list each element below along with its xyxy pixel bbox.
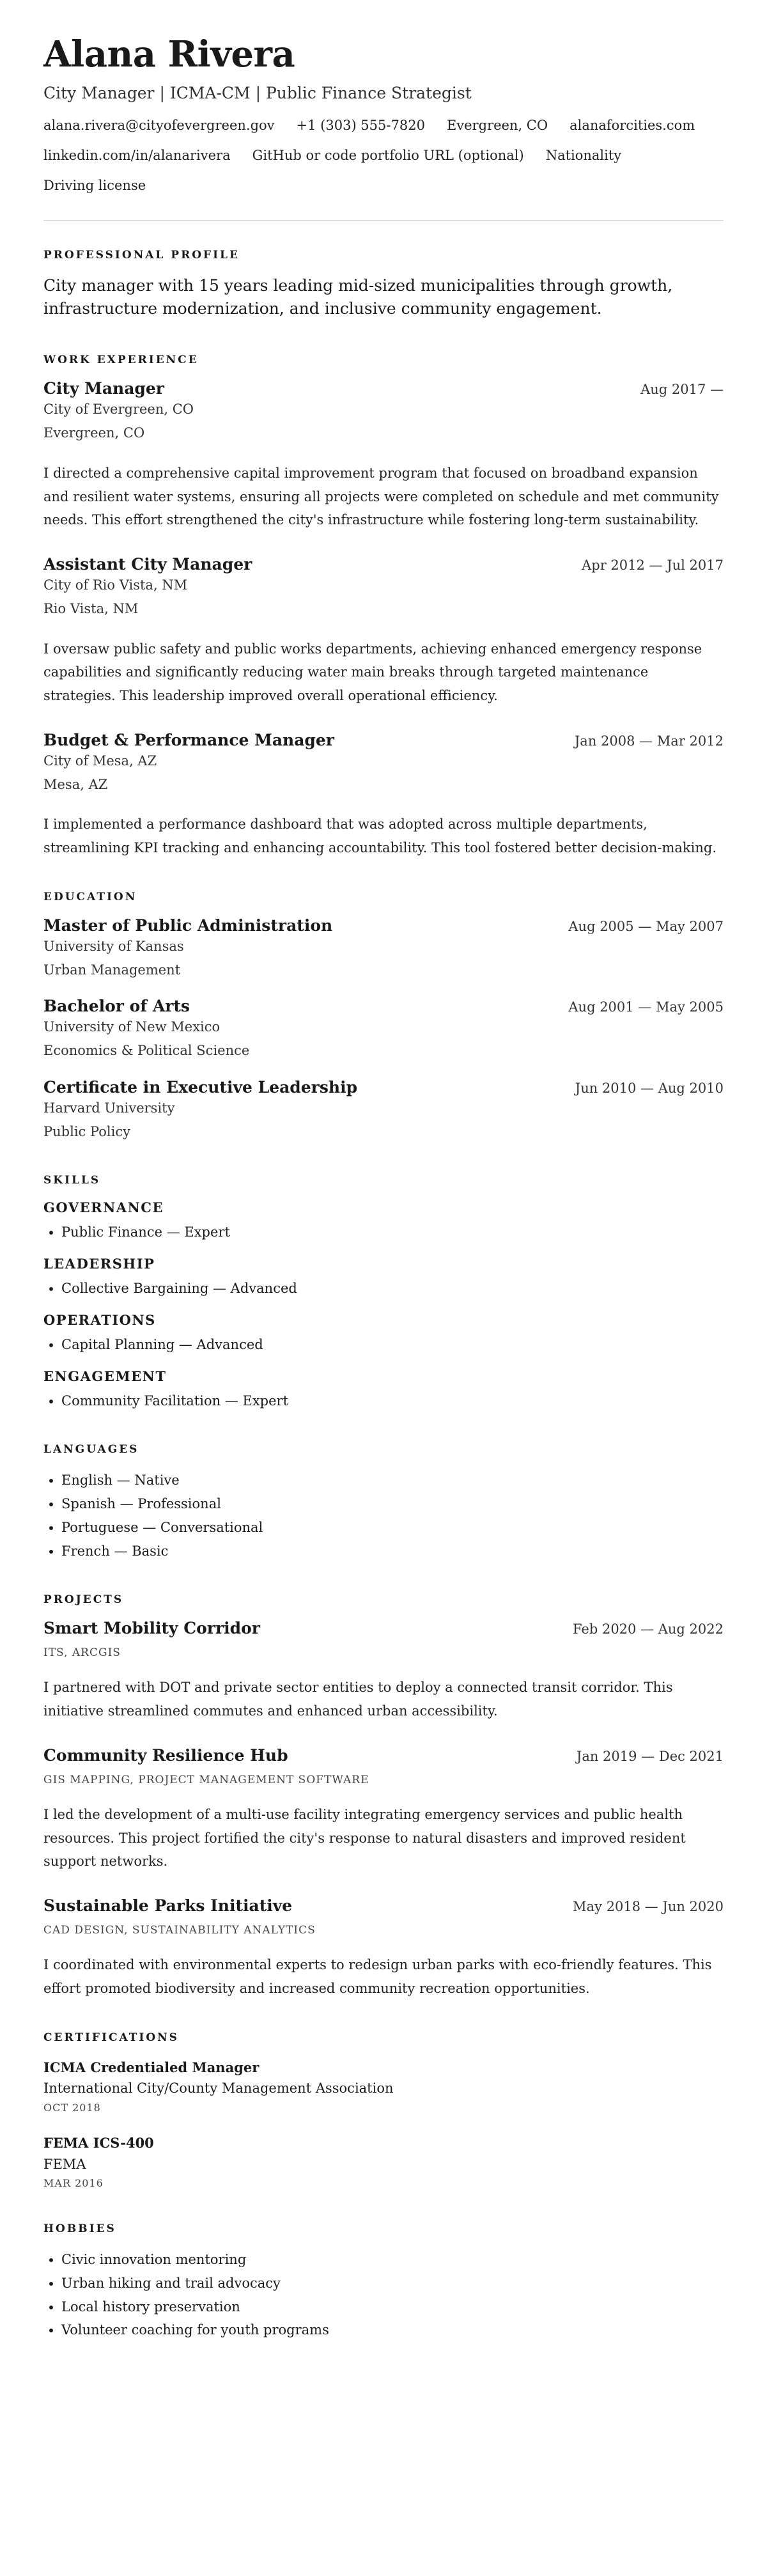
job-entry <box>43 731 724 860</box>
certification-name: ICMA Credentialed Manager <box>43 2059 260 2075</box>
contact-location: Evergreen, CO <box>446 117 548 133</box>
section-title-skills: SKILLS <box>43 1174 101 1187</box>
hobby-item: • Volunteer coaching for youth programs <box>61 2318 724 2342</box>
job-org: City of Evergreen, CO <box>43 402 194 418</box>
field-of-study: Economics & Political Science <box>43 1043 250 1059</box>
skill-category: GOVERNANCE <box>43 1199 164 1216</box>
projects-section <box>43 1593 724 2000</box>
language-item: • French — Basic <box>61 1540 724 1563</box>
project-description: I partnered with DOT and private sector entities to deploy a connected transit corridor. This initiative streamlined commutes and enhanced urban accessibility. <box>43 1680 673 1719</box>
contact-email[interactable]: alana.rivera@cityofevergreen.gov <box>43 117 275 133</box>
job-dates: Aug 2017 — <box>640 382 724 398</box>
job-description: I oversaw public safety and public works departments, achieving enhanced emergency response capabilities and significantly reducing water main breaks through targeted maintenance strategies. This leadership improved overall operational efficiency. <box>43 641 702 704</box>
hobby-item: • Urban hiking and trail advocacy <box>61 2272 724 2295</box>
section-title-profile: PROFESSIONAL PROFILE <box>43 248 240 262</box>
language-list <box>43 1469 724 1563</box>
project-dates: Jan 2019 — Dec 2021 <box>576 1748 724 1764</box>
certification-entry <box>43 2057 724 2116</box>
contact-portfolio[interactable]: GitHub or code portfolio URL (optional) <box>252 147 524 163</box>
skill-item: • Collective Bargaining — Advanced <box>61 1277 724 1300</box>
skill-category: OPERATIONS <box>43 1311 156 1328</box>
certification-issuer: FEMA <box>43 2156 86 2172</box>
certification-entry <box>43 2132 724 2192</box>
education-dates: Aug 2001 — May 2005 <box>568 999 724 1015</box>
education-entry <box>43 916 724 982</box>
candidate-headline: City Manager | ICMA-CM | Public Finance Strategist <box>43 83 472 102</box>
skill-item: • Public Finance — Expert <box>61 1221 724 1244</box>
job-org: City of Rio Vista, NM <box>43 577 188 593</box>
skill-category: LEADERSHIP <box>43 1256 155 1272</box>
contact-info <box>43 116 724 207</box>
language-item: • English — Native <box>61 1469 724 1492</box>
school: University of New Mexico <box>43 1019 221 1035</box>
job-location: Mesa, AZ <box>43 776 108 792</box>
education-dates: Jun 2010 — Aug 2010 <box>575 1080 724 1096</box>
profile-section <box>43 249 724 321</box>
degree: Bachelor of Arts <box>43 997 190 1016</box>
hobby-item: • Local history preservation <box>61 2295 724 2319</box>
contact-nationality: Nationality <box>545 147 622 163</box>
hobby-list <box>43 2248 724 2342</box>
education-entry <box>43 997 724 1063</box>
skill-item: • Capital Planning — Advanced <box>61 1333 724 1357</box>
job-dates: Jan 2008 — Mar 2012 <box>574 733 724 749</box>
project-dates: Feb 2020 — Aug 2022 <box>572 1621 724 1637</box>
project-name: Sustainable Parks Initiative <box>43 1896 293 1916</box>
project-name: Community Resilience Hub <box>43 1745 288 1765</box>
section-title-languages: LANGUAGES <box>43 1443 139 1456</box>
header-divider <box>43 220 724 221</box>
section-title-projects: PROJECTS <box>43 1593 124 1607</box>
job-dates: Apr 2012 — Jul 2017 <box>582 558 724 574</box>
degree: Certificate in Executive Leadership <box>43 1077 358 1097</box>
job-entry <box>43 555 724 708</box>
section-title-education: EDUCATION <box>43 890 137 903</box>
project-description: I led the development of a multi-use facility integrating emergency services and public health resources. This project fortified the city's response to natural disasters and improved resident support networks. <box>43 1806 686 1870</box>
education-section <box>43 891 724 1144</box>
project-entry <box>43 1746 724 1873</box>
job-location: Evergreen, CO <box>43 425 145 441</box>
skills-section <box>43 1174 724 1412</box>
certification-date: OCT 2018 <box>43 2101 101 2114</box>
project-entry <box>43 1896 724 2001</box>
section-title-experience: WORK EXPERIENCE <box>43 354 199 367</box>
language-item: • Spanish — Professional <box>61 1492 724 1516</box>
skill-item: • Community Facilitation — Expert <box>61 1389 724 1413</box>
job-org: City of Mesa, AZ <box>43 753 157 769</box>
profile-summary: City manager with 15 years leading mid-sized municipalities through growth, infrastructure modernization, and inclusive community engagement. <box>43 276 673 318</box>
project-tags: CAD DESIGN, SUSTAINABILITY ANALYTICS <box>43 1924 316 1937</box>
job-title: Assistant City Manager <box>43 555 252 574</box>
job-description: I directed a comprehensive capital improvement program that focused on broadband expansion and resilient water systems, ensuring all projects were completed on schedule and met community needs. This effort strengthened the city's infrastructure while fostering long-term sustainability. <box>43 465 719 528</box>
contact-linkedin[interactable]: linkedin.com/in/alanarivera <box>43 147 231 163</box>
project-tags: ITS, ARCGIS <box>43 1646 121 1660</box>
project-description: I coordinated with environmental experts to redesign urban parks with eco-friendly features. This effort promoted biodiversity and increased community recreation opportunities. <box>43 1957 712 1996</box>
section-title-hobbies: HOBBIES <box>43 2222 116 2236</box>
project-tags: GIS MAPPING, PROJECT MANAGEMENT SOFTWARE <box>43 1773 369 1786</box>
languages-section <box>43 1443 724 1563</box>
education-dates: Aug 2005 — May 2007 <box>568 918 724 934</box>
contact-phone[interactable]: +1 (303) 555-7820 <box>296 117 425 133</box>
job-title: City Manager <box>43 379 164 398</box>
section-title-certifications: CERTIFICATIONS <box>43 2031 179 2044</box>
candidate-name: Alana Rivera <box>43 33 295 75</box>
degree: Master of Public Administration <box>43 916 333 935</box>
school: University of Kansas <box>43 938 184 954</box>
job-entry <box>43 379 724 532</box>
job-description: I implemented a performance dashboard that was adopted across multiple departments, streamlining KPI tracking and enhancing accountability. This tool fostered better decision-making. <box>43 816 717 856</box>
language-item: • Portuguese — Conversational <box>61 1516 724 1540</box>
school: Harvard University <box>43 1100 175 1116</box>
education-entry <box>43 1078 724 1144</box>
certification-issuer: International City/County Management Association <box>43 2080 394 2096</box>
field-of-study: Public Policy <box>43 1123 130 1139</box>
hobbies-section <box>43 2222 724 2342</box>
certification-name: FEMA ICS-400 <box>43 2135 154 2151</box>
hobby-item: • Civic innovation mentoring <box>61 2248 724 2272</box>
resume-header <box>43 35 724 207</box>
field-of-study: Urban Management <box>43 962 181 978</box>
job-location: Rio Vista, NM <box>43 600 139 616</box>
contact-driving-license: Driving license <box>43 178 146 194</box>
project-name: Smart Mobility Corridor <box>43 1619 260 1638</box>
skill-list <box>43 1277 724 1300</box>
experience-section <box>43 354 724 860</box>
certifications-section <box>43 2031 724 2192</box>
job-title: Budget & Performance Manager <box>43 730 334 749</box>
skill-list <box>43 1221 724 1244</box>
project-dates: May 2018 — Jun 2020 <box>573 1899 724 1915</box>
project-entry <box>43 1619 724 1723</box>
skill-list <box>43 1389 724 1413</box>
skill-category: ENGAGEMENT <box>43 1368 167 1384</box>
skill-list <box>43 1333 724 1357</box>
contact-website[interactable]: alanaforcities.com <box>569 117 695 133</box>
certification-date: MAR 2016 <box>43 2177 104 2190</box>
